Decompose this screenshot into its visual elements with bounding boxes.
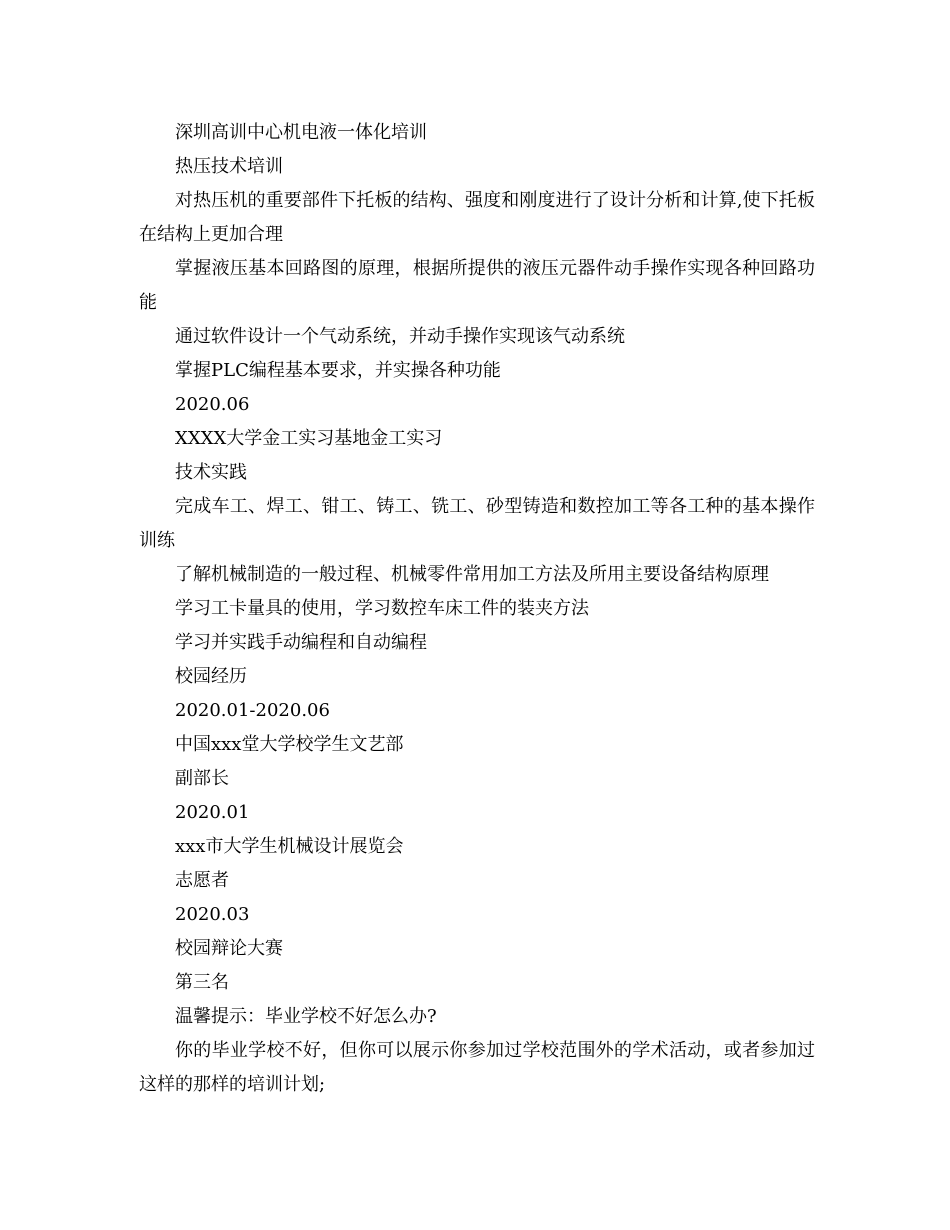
paragraph-role: 副部长: [175, 768, 229, 789]
section-heading-campus-experience: 校园经历: [175, 666, 247, 687]
paragraph-exhibition: xxx市大学生机械设计展览会: [175, 836, 404, 857]
paragraph-date: 2020.01: [175, 802, 250, 823]
paragraph-date: 2020.03: [175, 904, 250, 925]
paragraph-programming-practice: 学习并实践手动编程和自动编程: [175, 632, 427, 653]
paragraph-measuring-tools: 学习工卡量具的使用，学习数控车床工件的装夹方法: [175, 598, 589, 619]
paragraph-tip-heading: 温馨提示：毕业学校不好怎么办?: [175, 1006, 437, 1027]
paragraph-date-range: 2020.01-2020.06: [175, 700, 330, 721]
paragraph-hot-press-training: 热压技术培训: [175, 156, 283, 177]
document-body: [139, 116, 815, 1102]
paragraph-training-center: 深圳高训中心机电液一体化培训: [175, 122, 427, 143]
paragraph-award: 第三名: [175, 972, 229, 993]
paragraph-manufacturing-process: 了解机械制造的一般过程、机械零件常用加工方法及所用主要设备结构原理: [175, 564, 769, 585]
paragraph-metalwork-internship: XXXX大学金工实习基地金工实习: [175, 428, 443, 449]
paragraph-workshop-training: 完成车工、焊工、钳工、铸工、铣工、砂型铸造和数控加工等各工种的基本操作训练: [139, 496, 815, 551]
paragraph-organization: 中国xxx堂大学校学生文艺部: [175, 734, 404, 755]
paragraph-date: 2020.06: [175, 394, 250, 415]
paragraph-debate-contest: 校园辩论大赛: [175, 938, 283, 959]
paragraph-role: 技术实践: [175, 462, 247, 483]
paragraph-role: 志愿者: [175, 870, 229, 891]
paragraph-tip-body: 你的毕业学校不好，但你可以展示你参加过学校范围外的学术活动，或者参加过这样的那样的培训计划;: [139, 1040, 815, 1095]
paragraph-hot-press-design: 对热压机的重要部件下托板的结构、强度和刚度进行了设计分析和计算,使下托板在结构上更加合理: [139, 190, 815, 245]
paragraph-pneumatic-system: 通过软件设计一个气动系统，并动手操作实现该气动系统: [175, 326, 625, 347]
paragraph-hydraulic-circuit: 掌握液压基本回路图的原理，根据所提供的液压元器件动手操作实现各种回路功能: [139, 258, 815, 313]
paragraph-plc-programming: 掌握PLC编程基本要求，并实操各种功能: [175, 360, 501, 381]
